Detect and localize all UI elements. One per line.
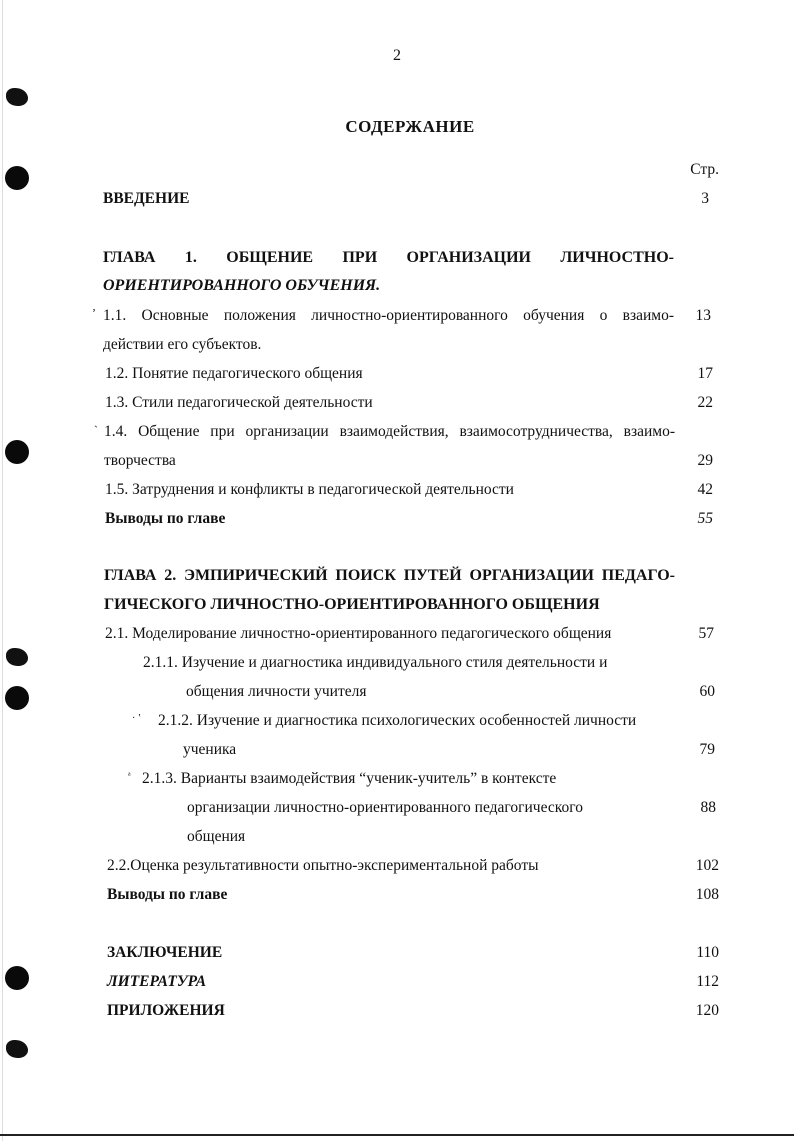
toc-entry-1-1-line1: 1.1. Основные положения личностно-ориентированного обучения о взаимо-: [103, 307, 674, 324]
chapter2-heading-line2: ГИЧЕСКОГО ЛИЧНОСТНО-ОРИЕНТИРОВАННОГО ОБЩЕНИЯ: [104, 596, 600, 613]
toc-chapter2-conclusions: Выводы по главе: [107, 886, 228, 903]
toc-chapter1-conclusions: Выводы по главе: [105, 510, 226, 527]
scan-speck: · ‛: [132, 713, 142, 724]
toc-entry-2-1-1-line1: 2.1.1. Изучение и диагностика индивидуального стиля деятельности и: [143, 654, 608, 671]
toc-conclusion: ЗАКЛЮЧЕНИЕ: [107, 944, 223, 961]
toc-entry-2-1-3-line2: организации личностно-ориентированного педагогического: [187, 799, 583, 816]
chapter1-heading-word: ПРИ: [342, 249, 378, 266]
chapter1-heading-line2: ОРИЕНТИРОВАННОГО ОБУЧЕНИЯ.: [103, 277, 381, 294]
toc-entry-1-4-line2: творчества: [104, 452, 176, 469]
toc-page-1-3: 22: [697, 394, 713, 411]
chapter2-heading-line1: ГЛАВА 2. ЭМПИРИЧЕСКИЙ ПОИСК ПУТЕЙ ОРГАНИЗАЦИИ ПЕДАГО-: [104, 567, 675, 584]
toc-entry-2-2: 2.2.Оценка результативности опытно-экспериментальной работы: [107, 857, 539, 874]
toc-entry-2-1: 2.1. Моделирование личностно-ориентированного педагогического общения: [105, 625, 612, 642]
toc-entry-1-4-line1: 1.4. Общение при организации взаимодействия, взаимосотрудничества, взаимо-: [104, 423, 675, 440]
toc-entry-1-5: 1.5. Затруднения и конфликты в педагогической деятельности: [105, 481, 514, 498]
toc-introduction: ВВЕДЕНИЕ: [103, 190, 190, 207]
scan-blot: [6, 648, 28, 666]
toc-page-literature: 112: [696, 973, 719, 990]
toc-page-1-5: 42: [697, 481, 713, 498]
toc-page-2-1: 57: [698, 625, 714, 642]
toc-page-2-1-3: 88: [700, 799, 716, 816]
chapter1-heading-word: ОБЩЕНИЕ: [226, 249, 314, 266]
scan-edge-bottom: [0, 1134, 794, 1136]
scan-speck: ʼ: [92, 306, 96, 320]
scan-blot: [6, 1040, 28, 1058]
toc-literature: ЛИТЕРАТУРА: [107, 973, 207, 990]
toc-entry-1-3: 1.3. Стили педагогической деятельности: [105, 394, 373, 411]
toc-page-chapter1-conclusions: 55: [697, 510, 713, 527]
toc-page-2-1-1: 60: [699, 683, 715, 700]
punch-hole: [5, 166, 29, 190]
toc-page-1-2: 17: [697, 365, 713, 382]
scan-edge-left: [2, 0, 3, 1141]
toc-entry-2-1-2-line2: ученика: [183, 741, 237, 758]
toc-entry-2-1-3-line1: 2.1.3. Варианты взаимодействия “ученик-учитель” в контексте: [142, 770, 557, 787]
toc-page-2-1-2: 79: [699, 741, 715, 758]
toc-page-2-2: 102: [695, 857, 719, 874]
chapter1-heading-word: ОРГАНИЗАЦИИ: [406, 249, 531, 266]
punch-hole: [5, 966, 29, 990]
toc-entry-2-1-2-line1: 2.1.2. Изучение и диагностика психологических особенностей личности: [158, 712, 637, 729]
chapter1-heading-word: 1.: [184, 249, 197, 266]
chapter1-heading-word: ГЛАВА: [103, 249, 156, 266]
chapter1-heading-word: ЛИЧНОСТНО-: [560, 249, 674, 266]
toc-entry-1-1-line2: действии его субъектов.: [103, 336, 262, 353]
toc-page-1-4: 29: [697, 452, 713, 469]
toc-page-conclusion: 110: [696, 944, 719, 961]
scan-speck: ᵃ: [128, 770, 131, 781]
punch-hole: [5, 440, 29, 464]
chapter1-heading-line1: [103, 248, 674, 268]
toc-entry-1-2: 1.2. Понятие педагогического общения: [105, 365, 363, 382]
toc-page-introduction: 3: [701, 190, 709, 207]
punch-hole: [5, 686, 29, 710]
toc-appendices: ПРИЛОЖЕНИЯ: [107, 1002, 225, 1019]
scan-speck: ˋ: [94, 423, 98, 437]
toc-entry-2-1-3-line3: общения: [187, 828, 246, 845]
page-column-header: Стр.: [690, 161, 719, 178]
toc-entry-2-1-1-line2: общения личности учителя: [186, 683, 367, 700]
page-number: 2: [393, 47, 401, 64]
toc-title: СОДЕРЖАНИЕ: [345, 117, 475, 136]
toc-page-appendices: 120: [695, 1002, 719, 1019]
toc-page-1-1: 13: [695, 307, 711, 324]
toc-page-chapter2-conclusions: 108: [695, 886, 719, 903]
scan-blot: [6, 88, 28, 106]
